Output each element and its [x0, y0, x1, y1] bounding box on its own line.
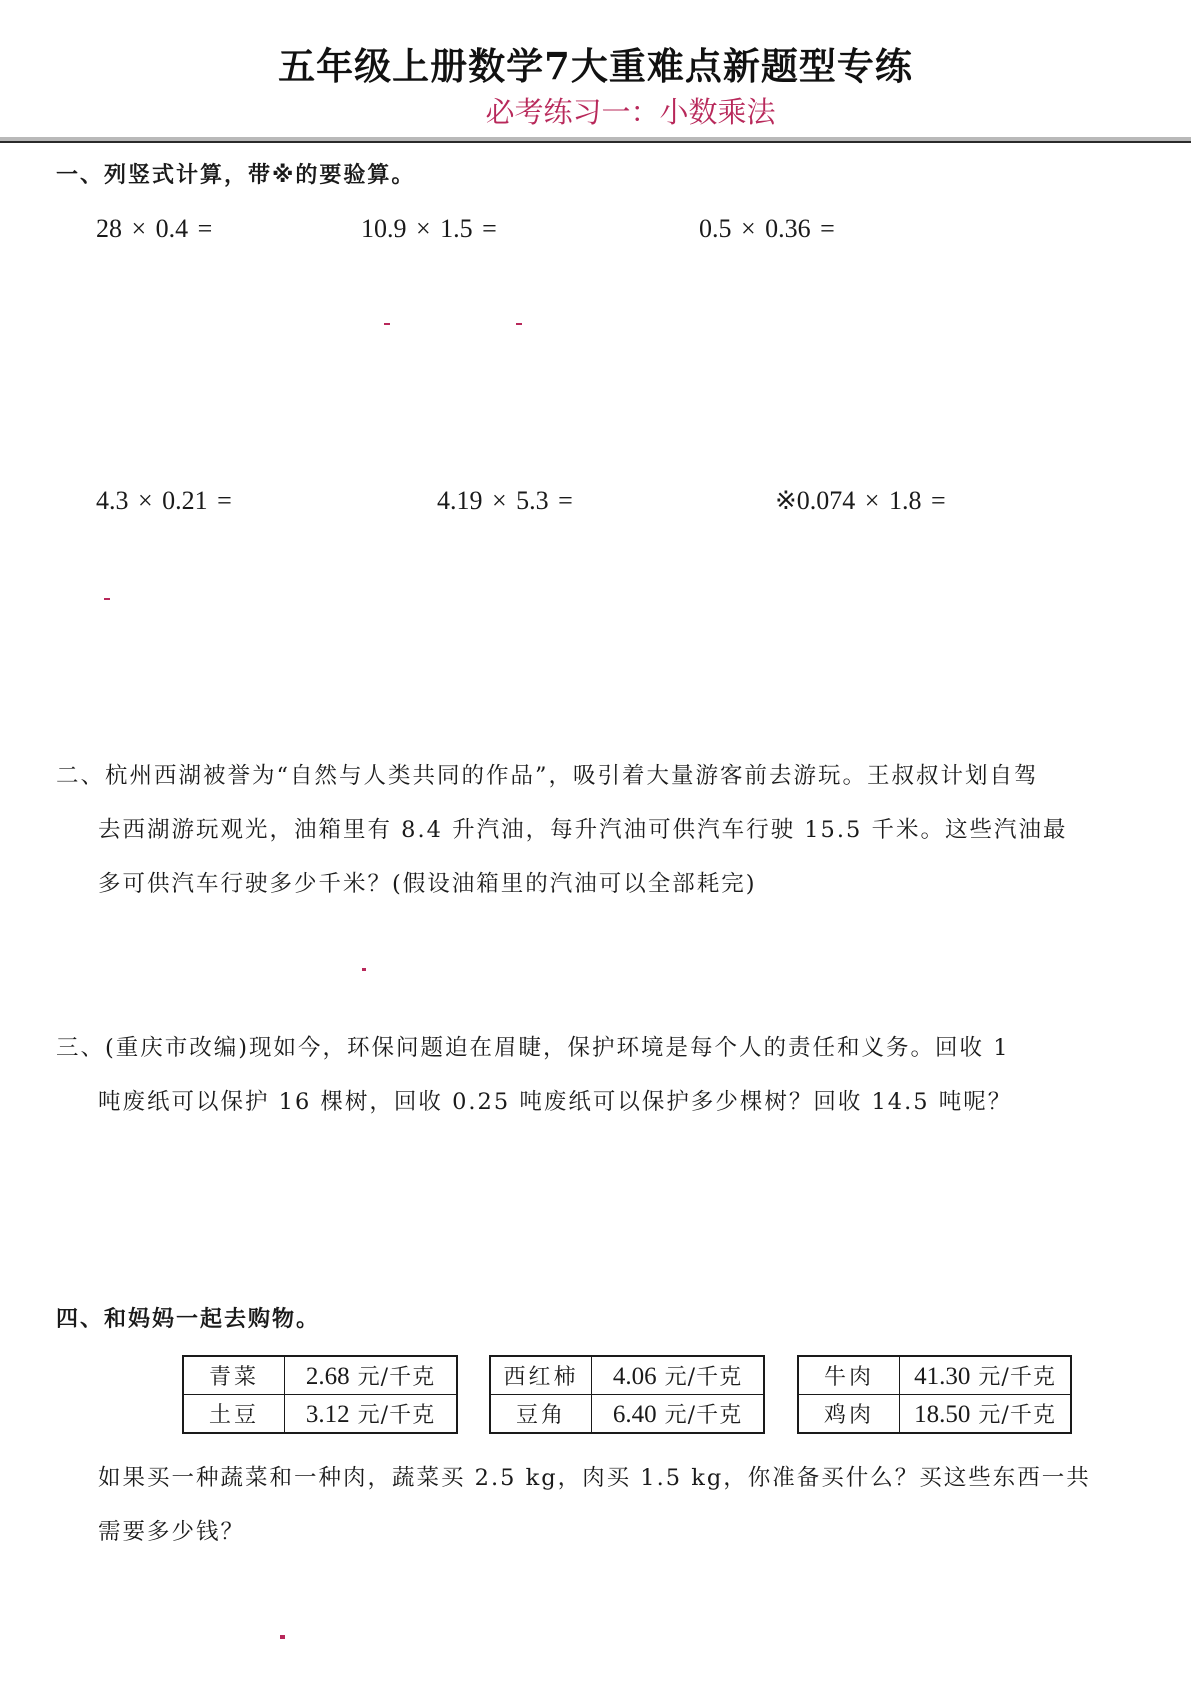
scan-mark	[104, 598, 110, 600]
problem-6: ※0.074 × 1.8 =	[775, 486, 946, 515]
item-price: 6.40 元/千克	[592, 1395, 765, 1434]
table-row	[798, 1395, 1071, 1434]
section-2-line-1: 二、杭州西湖被誉为“自然与人类共同的作品”，吸引着大量游客前去游玩。王叔叔计划自驾	[56, 763, 1039, 789]
problem-3: 0.5 × 0.36 =	[699, 214, 835, 243]
header-rule-dark	[0, 141, 1191, 143]
item-name: 牛肉	[798, 1356, 900, 1395]
item-price: 2.68 元/千克	[285, 1356, 458, 1395]
table-row	[183, 1395, 457, 1434]
page-subtitle: 必考练习一：小数乘法	[485, 95, 776, 129]
table-row	[490, 1356, 764, 1395]
problem-5: 4.19 × 5.3 =	[437, 486, 573, 515]
problem-2: 10.9 × 1.5 =	[361, 214, 497, 243]
section-3-line-2: 吨废纸可以保护 16 棵树，回收 0.25 吨废纸可以保护多少棵树？回收 14.5 吨呢？	[98, 1089, 1013, 1115]
item-price: 4.06 元/千克	[592, 1356, 765, 1395]
page-title: 五年级上册数学7大重难点新题型专练	[278, 44, 913, 88]
item-name: 鸡肉	[798, 1395, 900, 1434]
item-name: 青菜	[183, 1356, 285, 1395]
problem-1: 28 × 0.4 =	[96, 214, 213, 243]
meat-price-table	[797, 1355, 1072, 1434]
table-row	[183, 1356, 457, 1395]
scan-mark	[516, 323, 522, 325]
item-price: 3.12 元/千克	[285, 1395, 458, 1434]
scan-mark	[362, 968, 366, 971]
section-4-question-line-2: 需要多少钱？	[98, 1519, 246, 1545]
problem-4: 4.3 × 0.21 =	[96, 486, 232, 515]
section-4-question-line-1: 如果买一种蔬菜和一种肉，蔬菜买 2.5 kg，肉买 1.5 kg，你准备买什么？买这些东西一共	[98, 1465, 1091, 1491]
section-4-heading: 四、和妈妈一起去购物。	[56, 1307, 321, 1332]
item-price: 41.30 元/千克	[900, 1356, 1072, 1395]
table-row	[490, 1395, 764, 1434]
section-3-line-1: 三、(重庆市改编)现如今，环保问题迫在眉睫，保护环境是每个人的责任和义务。回收 1	[56, 1035, 1010, 1061]
scan-mark	[280, 1635, 285, 1639]
scan-mark	[384, 323, 390, 325]
table-row	[798, 1356, 1071, 1395]
item-name: 西红柿	[490, 1356, 592, 1395]
item-name: 豆角	[490, 1395, 592, 1434]
vegetable-price-table-1	[182, 1355, 458, 1434]
item-price: 18.50 元/千克	[900, 1395, 1072, 1434]
vegetable-price-table-2	[489, 1355, 765, 1434]
item-name: 土豆	[183, 1395, 285, 1434]
section-1-heading: 一、列竖式计算，带※的要验算。	[56, 163, 416, 188]
section-2-line-3: 多可供汽车行驶多少千米？(假设油箱里的汽油可以全部耗完)	[98, 871, 757, 897]
section-2-line-2: 去西湖游玩观光，油箱里有 8.4 升汽油，每升汽油可供汽车行驶 15.5 千米。这些汽油最	[98, 817, 1068, 843]
